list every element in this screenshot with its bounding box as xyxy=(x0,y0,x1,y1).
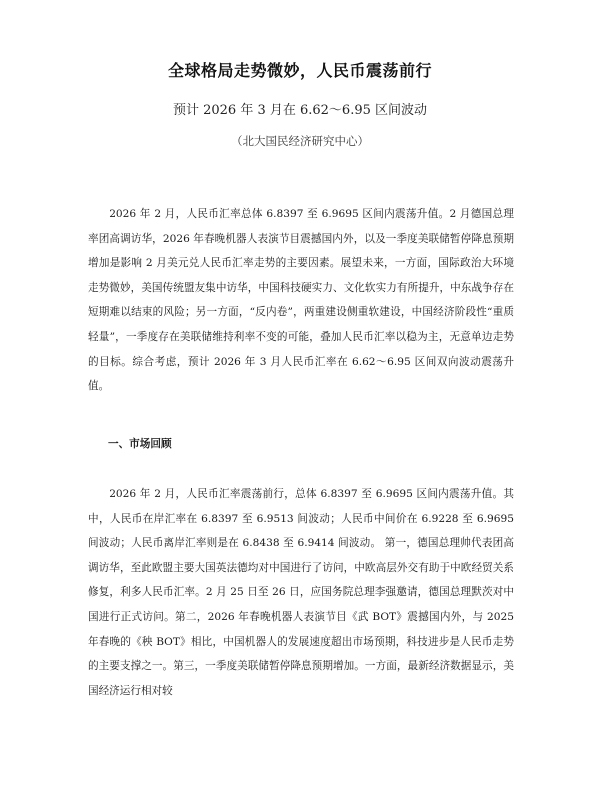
document-title: 全球格局走势微妙，人民币震荡前行 xyxy=(167,61,432,80)
document-subtitle: 预计 2026 年 3 月在 6.62～6.95 区间波动 xyxy=(172,103,428,118)
market-review-paragraph: 2026 年 2 月，人民币汇率震荡前行，总体 6.8397 至 6.9695 区间内震荡升值。其中，人民币在岸汇率在 6.8397 至 6.9513 间波动；人民币中间价在 6.9228 至 6.9695 间波动；人民币离岸汇率则是在 6.8438 至 6.9414 间波动。 第一，德国总理帅代表团高调访华，至此欧盟主要大国英法德均对中国进行了访问，中欧高层外交有助于中欧经贸关系修复，利多人民币汇率。2 月 25 日至 26 日，应国务院总理李强邀请，德国总理默茨对中国进行正式访问。第二，2026 年春晚机器人表演节目《武 BOT》震撼国内外，与 2025 年春晚的《秧 BOT》相比，中国机器人的发展速度超出市场预期，科技进步是人民币走势的主要支撑之一。第三，一季度美联储暂停降息预期增加。一方面，最新经济数据显示，美国经济运行相对较 xyxy=(88,488,514,697)
section-heading: 一、市场回顾 xyxy=(108,438,172,450)
summary-paragraph: 2026 年 2 月，人民币汇率总体 6.8397 至 6.9695 区间内震荡升值。2 月德国总理率团高调访华，2026 年春晚机器人表演节目震撼国内外，以及一季度美联储暂停降息预期增加是影响 2 月美元兑人民币汇率走势的主要因素。展望未来，一方面，国际政治大环境走势微妙，美国传统盟友集中访华，中国科技硬实力、文化软实力有所提升，中东战争存在短期难以结束的风险；另一方面，“反内卷”，两重建设侧重软建设，中国经济阶段性“重质轻量”，一季度存在美联储维持利率不变的可能，叠加人民币汇率以稳为主，无意单边走势的目标。综合考虑，预计 2026 年 3 月人民币汇率在 6.62～6.95 区间双向波动震荡升值。 xyxy=(88,208,514,393)
document-source: （北大国民经济研究中心） xyxy=(231,134,369,148)
